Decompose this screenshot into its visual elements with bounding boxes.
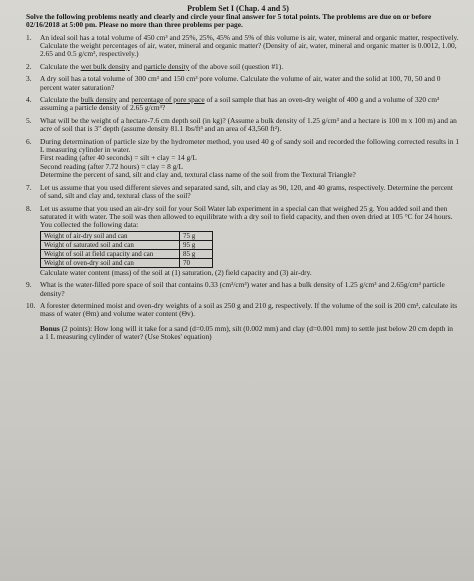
table-cell-label: Weight of air-dry soil and can xyxy=(41,231,180,240)
question-1 xyxy=(12,34,464,59)
question-text: and xyxy=(129,61,144,71)
table-cell-label: Weight of oven-dry soil and can xyxy=(41,258,180,267)
question-6 xyxy=(12,138,464,180)
table-row xyxy=(41,240,213,249)
question-2 xyxy=(12,63,464,71)
bonus-label: Bonus xyxy=(40,323,60,333)
question-text: Let us assume that you used different sieves and separated sand, silt, and clay as 90, 120, and 40 grams, respectively. Determine the percent of sand, silt and clay and, textural class of the soil? xyxy=(40,182,453,201)
question-3 xyxy=(12,75,464,92)
table-cell-value: 95 g xyxy=(180,240,213,249)
question-7 xyxy=(12,184,464,201)
bonus-text: (2 points): How long will it take for a sand (d=0.05 mm), silt (0.002 mm) and clay (d=0.001 mm) to settle just below 20 cm depth in a 1 L measuring cylinder of water? (Use Stokes' equation) xyxy=(40,323,453,342)
page-title: Problem Set I (Chap. 4 and 5) xyxy=(187,4,289,13)
question-text: A dry soil has a total volume of 300 cm³ and 150 cm³ pore volume. Calculate the volume of air, water and the solid at 100, 70, 50 and 0 percent water saturation? xyxy=(40,74,441,92)
question-5 xyxy=(12,117,464,134)
question-number: 9. xyxy=(26,280,32,290)
question-8 xyxy=(12,205,464,278)
reading-line: Second reading (after 7.72 hours) = clay = 8 g/L xyxy=(40,161,183,171)
question-10 xyxy=(12,302,464,319)
table-cell-value: 70 xyxy=(180,258,213,267)
question-text: Calculate the xyxy=(40,61,81,71)
question-number: 8. xyxy=(26,203,32,213)
question-text: What is the water-filled pore space of soil that contains 0.33 (cm³/cm³) water and has a bulk density of 1.25 g/cm³ and 2.65g/cm³ particle density? xyxy=(40,280,445,298)
question-9 xyxy=(12,281,464,298)
question-number: 5. xyxy=(26,115,32,125)
question-text: An ideal soil has a total volume of 450 cm³ and 25%, 25%, 45% and 5% of this volume is air, water, mineral and organic matter, respectively. Calculate the weight percentages of air, water, mineral and organic matter? (Density of air, water, mineral and organic matter is 0.0012, 1.00, 2.65 and 0.5 g/cm³, respectively.) xyxy=(40,32,459,59)
question-text: of a soil sample that has an oven-dry weight of 400 g and a volume of 320 cm³ assuming a particle density of 2.65 g/cm³? xyxy=(40,95,440,113)
question-number: 7. xyxy=(26,182,32,192)
table-row xyxy=(41,231,213,240)
table-cell-value: 85 g xyxy=(180,249,213,258)
underlined-term: particle density xyxy=(143,61,190,71)
table-cell-label: Weight of soil at field capacity and can xyxy=(41,249,180,258)
question-number: 4. xyxy=(26,95,32,105)
underlined-term: wet bulk density xyxy=(80,61,130,71)
question-number: 6. xyxy=(26,136,32,146)
underlined-term: percentage of pore space xyxy=(131,95,205,105)
question-number: 1. xyxy=(26,32,32,42)
table-cell-label: Weight of saturated soil and can xyxy=(41,240,180,249)
table-cell-value: 75 g xyxy=(180,231,213,240)
question-text: Calculate water content (mass) of the soil at (1) saturation, (2) field capacity and (3) air-dry. xyxy=(40,267,312,277)
instructions: Solve the following problems neatly and clearly and circle your final answer for 5 total points. The problems are due on or before 02/16/2018 at 5:00 pm. Please no more than three problems per page. xyxy=(26,12,432,30)
question-text: What will be the weight of a hectare-7.6 cm depth soil (in kg)? (Assume a bulk density of 1.25 g/cm³ and a hectare is 100 m x 100 m) and an acre of soil that is 3" depth (assume density 81.1 lbs/ft³ and an area of 43,560 ft²). xyxy=(40,115,457,134)
bonus-question xyxy=(12,325,464,342)
question-text: of the above soil (question #1). xyxy=(189,61,284,71)
underlined-term: bulk density xyxy=(80,95,117,105)
question-number: 3. xyxy=(26,74,32,84)
data-table xyxy=(40,231,213,268)
question-number: 10. xyxy=(26,300,36,310)
question-text: Determine the percent of sand, silt and clay and, textural class name of the soil from the Textural Triangle? xyxy=(40,170,356,180)
question-text: Calculate the xyxy=(40,95,81,105)
question-text: During determination of particle size by the hydrometer method, you used 40 g of sandy soil and recorded the following corrected results in 1 L measuring cylinder in water. xyxy=(40,136,460,155)
question-text: Let us assume that you used an air-dry soil for your Soil Water lab experiment in a special can that weighed 25 g. You added soil and then saturated it with water. The soil was then allowed to equilibrate with a dry soil to field capacity, and then oven dried at 105 °C for 24 hours. You collected the following data: xyxy=(40,203,453,230)
question-text: A forester determined moist and oven-dry weights of a soil as 250 g and 210 g, respectively. If the volume of the soil is 200 cm³, calculate its mass of water (Θm) and volume water content (Θv). xyxy=(40,300,458,319)
table-row xyxy=(41,258,213,267)
question-4 xyxy=(12,96,464,113)
question-number: 2. xyxy=(26,61,32,71)
question-text: and xyxy=(116,95,132,105)
reading-line: First reading (after 40 seconds) = silt + clay = 14 g/L xyxy=(40,153,197,163)
table-row xyxy=(41,249,213,258)
